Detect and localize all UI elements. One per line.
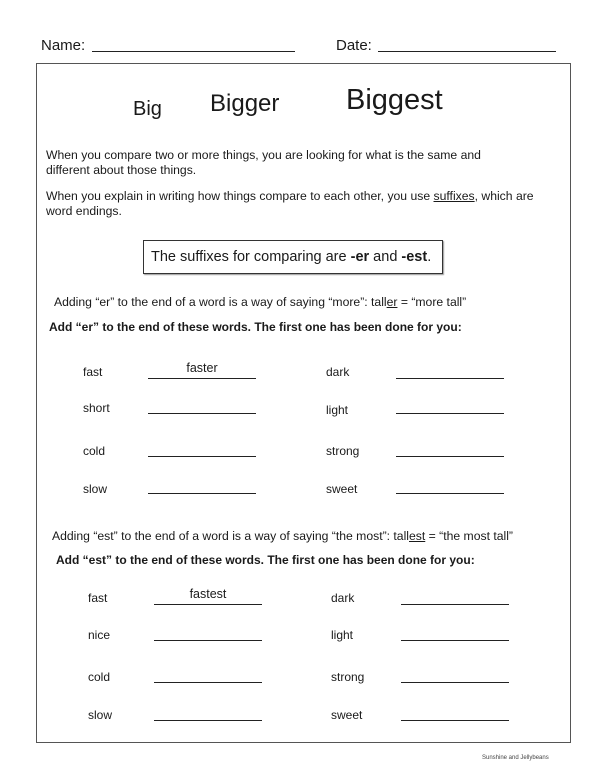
er-answer-blank[interactable]	[396, 378, 504, 379]
est-answer-blank[interactable]	[154, 720, 262, 721]
suffixes-term: suffixes	[433, 189, 475, 203]
er-answer-blank[interactable]	[396, 493, 504, 494]
er-word: fast	[83, 365, 103, 379]
est-answer-blank[interactable]	[401, 682, 509, 683]
est-answer-blank[interactable]	[154, 604, 262, 605]
er-answer-blank[interactable]	[396, 456, 504, 457]
name-field[interactable]	[92, 51, 295, 52]
er-word: dark	[326, 365, 350, 379]
est-word: light	[331, 628, 354, 642]
er-rule: Adding “er” to the end of a word is a way of saying “more”: taller = “more tall”	[54, 295, 467, 309]
est-word: cold	[88, 670, 111, 684]
est-answer-blank[interactable]	[401, 640, 509, 641]
er-answer-blank[interactable]	[148, 493, 256, 494]
er-word: cold	[83, 444, 106, 458]
er-word: light	[326, 403, 349, 417]
intro-paragraph-1: When you compare two or more things, you are looking for what is the same and different about those things.	[46, 148, 481, 177]
est-word: sweet	[331, 708, 363, 722]
est-answer-blank[interactable]	[154, 682, 262, 683]
est-word: nice	[88, 628, 111, 642]
title-biggest: Biggest	[346, 84, 443, 116]
er-answer-blank[interactable]	[396, 413, 504, 414]
er-answer-blank[interactable]	[148, 378, 256, 379]
suffix-callout-box: The suffixes for comparing are -er and -est.	[143, 240, 443, 274]
er-answer-blank[interactable]	[148, 456, 256, 457]
est-word: dark	[331, 591, 355, 605]
est-rule: Adding “est” to the end of a word is a way of saying “the most”: tallest = “the most tall”	[52, 529, 513, 543]
est-answer-blank[interactable]	[401, 720, 509, 721]
est-example-answer: fastest	[189, 587, 227, 601]
est-word: strong	[331, 670, 365, 684]
est-word: slow	[88, 708, 113, 722]
er-word: strong	[326, 444, 360, 458]
est-answer-blank[interactable]	[401, 604, 509, 605]
intro-paragraph-2: When you explain in writing how things compare to each other, you use suffixes, which are word endings.	[46, 189, 534, 218]
er-word: slow	[83, 482, 108, 496]
name-label: Name:	[41, 37, 86, 54]
credit-text: Sunshine and Jellybeans	[482, 755, 549, 761]
er-answer-blank[interactable]	[148, 413, 256, 414]
er-instruction: Add “er” to the end of these words. The first one has been done for you:	[49, 320, 462, 334]
title-bigger: Bigger	[210, 90, 280, 117]
title-big: Big	[133, 98, 162, 120]
er-word: short	[83, 401, 110, 415]
er-word: sweet	[326, 482, 358, 496]
er-example-answer: faster	[186, 361, 218, 375]
date-label: Date:	[336, 37, 372, 54]
est-word: fast	[88, 591, 108, 605]
est-instruction: Add “est” to the end of these words. The first one has been done for you:	[56, 553, 475, 567]
date-field[interactable]	[378, 51, 556, 52]
est-answer-blank[interactable]	[154, 640, 262, 641]
